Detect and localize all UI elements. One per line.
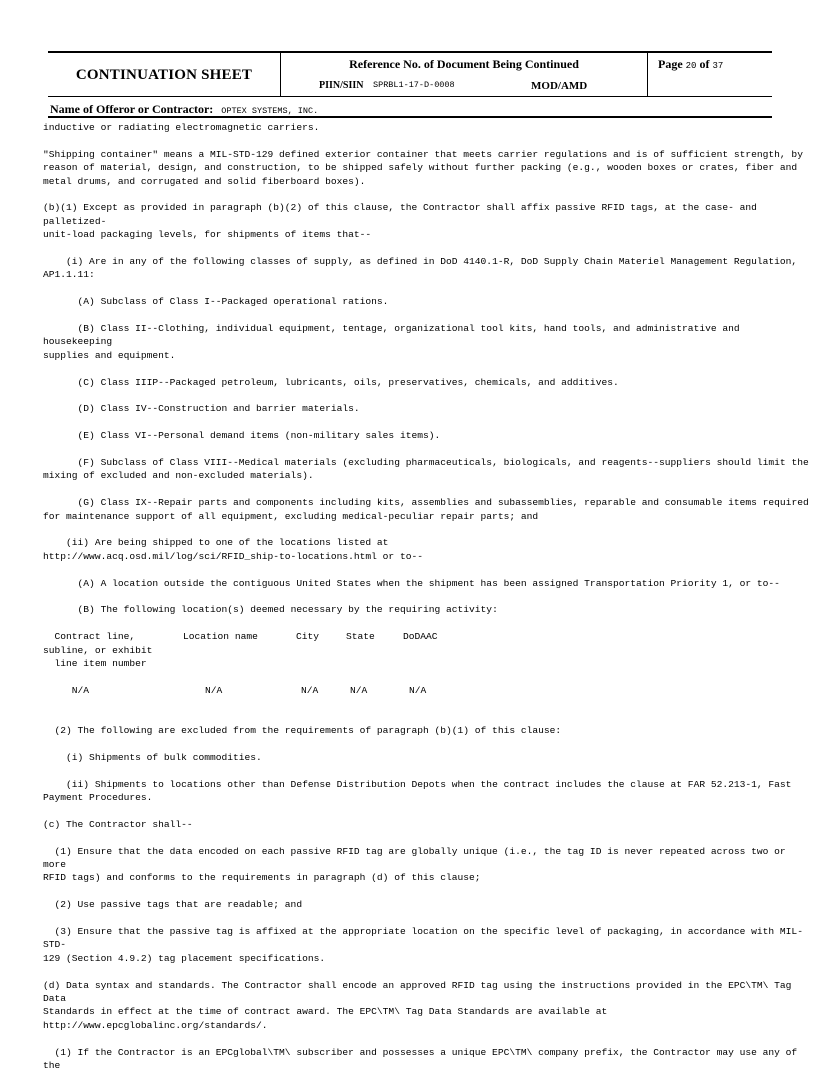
paragraph: (C) Class IIIP--Packaged petroleum, lubricants, oils, preservatives, chemicals, and additives. [43,376,619,388]
col-header-state: State [346,631,375,643]
paragraph: (D) Class IV--Construction and barrier materials. [43,403,360,415]
paragraph: (1) Ensure that the data encoded on each passive RFID tag are globally unique (i.e., the tag ID is never repeated across two or more RFID tags) and conforms to the requirements in paragraph (d) of this clause; [43,845,786,884]
col-header-city: City [296,631,320,643]
page-of-label: of [699,57,710,71]
paragraph: (A) Subclass of Class I--Packaged operational rations. [43,296,389,308]
paragraph: (3) Ensure that the passive tag is affixed at the appropriate location on the specific level of packaging, in accordance with MIL-STD- 129 (Section 4.9.2) tag placement specifications. [43,926,803,964]
paragraph: inductive or radiating electromagnetic carriers. [43,122,320,133]
location-table-header [43,630,438,670]
paragraph: (i) Shipments of bulk commodities. [43,751,262,763]
document-body [43,121,813,1072]
paragraph: (ii) Are being shipped to one of the locations listed at http://www.acq.osd.mil/log/sci/RFID_ship-to-locations.html or to-- [43,537,423,562]
piin-value: SPRBL1-17-D-0008 [373,80,455,90]
paragraph: (ii) Shipments to locations other than Defense Distribution Depots when the contract includes the clause at FAR 52.213-1, Fast Payment Procedures. [43,778,792,804]
paragraph: (A) A location outside the contiguous United States when the shipment has been assigned Transportation Priority 1, or to-- [43,577,780,589]
spacer [43,711,813,724]
piin-label: PIIN/SIIN [319,80,364,91]
cell-dodaac: N/A [409,684,427,696]
offeror-label: Name of Offeror or Contractor: [50,102,214,116]
paragraph: (B) Class II--Clothing, individual equipment, tentage, organizational tool kits, hand tools, and administrative and housekeeping supplies and equipment. [43,323,740,361]
paragraph: (c) The Contractor shall-- [43,818,193,830]
location-table-spacer [43,670,438,683]
col-header-location-name: Location name [183,631,258,643]
cell-state: N/A [350,684,368,696]
col-header-dodaac: DoDAAC [403,631,438,643]
page-indicator [658,57,723,72]
cell-contract-line: N/A [43,684,90,696]
paragraph: (2) Use passive tags that are readable; and [43,899,303,911]
page-cell [646,53,772,97]
paragraph: "Shipping container" means a MIL-STD-129 defined exterior container that meets carrier regulations and is of sufficient strength, by reason of material, design, and construction, to be shipped safely without further packing (e.g., wooden boxes or crates, fiber and metal drums, and corrugated and solid fiberboard boxes). [43,148,803,187]
offeror-value: OPTEX SYSTEMS, INC. [221,106,319,116]
paragraph: (F) Subclass of Class VIII--Medical materials (excluding pharmaceuticals, biologicals, and reagents--suppliers should limit the mixing of excluded and non-excluded materials). [43,457,809,482]
paragraph: (b)(1) Except as provided in paragraph (b)(2) of this clause, the Contractor shall affix passive RFID tags, at the case- and palletized- unit-load packaging levels, for shipments of items that-- [43,202,757,241]
page-label: Page [658,57,683,71]
paragraph: (B) The following location(s) deemed necessary by the requiring activity: [43,604,498,616]
paragraph: (i) Are in any of the following classes of supply, as defined in DoD 4140.1-R, DoD Supply Chain Materiel Management Regulation, AP1.1.11: [43,256,798,281]
form-title: CONTINUATION SHEET [75,66,253,83]
cell-location-name: N/A [205,684,223,696]
reference-label: Reference No. of Document Being Continued [349,57,579,71]
reference-cell [280,53,648,97]
cell-city: N/A [301,684,319,696]
modamd-label: MOD/AMD [531,80,588,92]
col-header-contract-line: Contract line, subline, or exhibit line item number [43,631,153,670]
paragraph: (1) If the Contractor is an EPCglobal\TM\ subscriber and possesses a unique EPC\TM\ company prefix, the Contractor may use any of the [43,1046,803,1072]
continuation-sheet-header [48,51,772,118]
table-row [43,684,438,697]
header-bottom-rule [48,116,772,118]
paragraph: (E) Class VI--Personal demand items (non-military sales items). [43,430,441,442]
page-current: 20 [685,61,697,71]
page-total: 37 [712,61,724,71]
paragraph: (d) Data syntax and standards. The Contractor shall encode an approved RFID tag using the instructions provided in the EPC\TM\ Tag Data Standards in effect at the time of contract award. The EPC\TM\ Tag Data Standards are available at http://www.epcglobalinc.org/standards/. [43,979,792,1031]
location-table [43,630,438,697]
header-divider [48,96,772,97]
paragraph: (2) The following are excluded from the requirements of paragraph (b)(1) of this clause: [43,725,562,737]
paragraph: (G) Class IX--Repair parts and components including kits, assemblies and subassemblies, reparable and consumable items required for maintenance support of all equipment, excluding medical-peculiar repair parts; and [43,497,809,522]
